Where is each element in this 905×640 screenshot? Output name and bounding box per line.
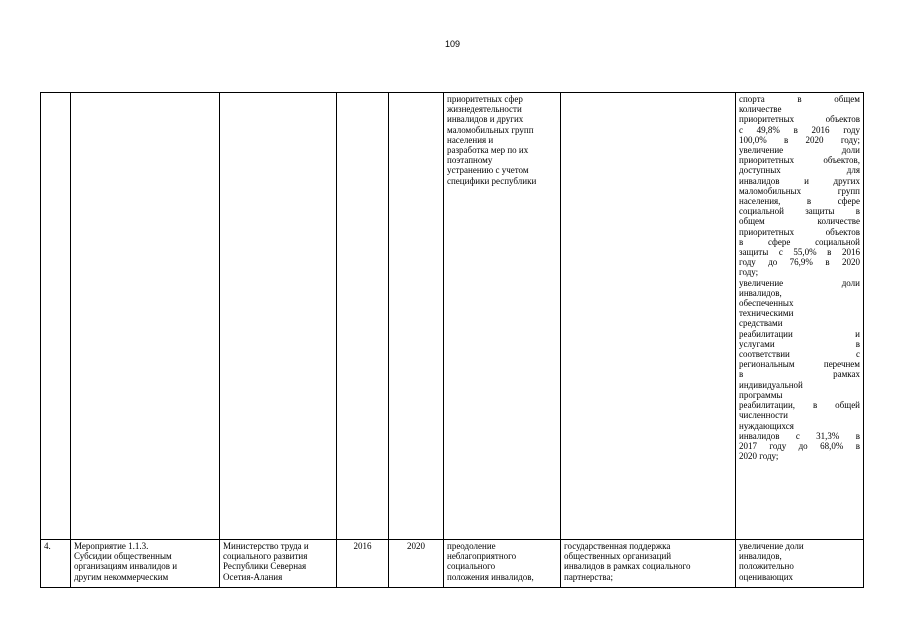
text-line: государственная поддержка bbox=[564, 541, 671, 551]
cell-expected-result bbox=[444, 540, 561, 588]
text-line: реабилитации, в общей bbox=[739, 400, 860, 411]
text-line: приоритетных объектов bbox=[739, 114, 860, 125]
text-line: специфики республики bbox=[447, 175, 537, 186]
cell-measure-name bbox=[71, 93, 220, 540]
text-line: спорта в общем bbox=[739, 94, 860, 104]
text-line: численности bbox=[739, 410, 788, 421]
text-line: жизнедеятельности bbox=[447, 104, 522, 115]
text-line: разработка мер по их bbox=[447, 145, 529, 156]
page-number: 109 bbox=[444, 39, 461, 49]
text-line: с 49,8% в 2016 году bbox=[739, 124, 860, 135]
text-line: организациям инвалидов и bbox=[74, 561, 178, 572]
text-line: общем количестве bbox=[739, 216, 860, 227]
text-line: 2020 году; bbox=[739, 451, 779, 462]
text-line: инвалидов и других bbox=[739, 175, 860, 186]
cell-start-year: 2016 bbox=[337, 540, 389, 588]
text-line: преодоление bbox=[447, 541, 496, 551]
text-line: маломобильных групп bbox=[447, 124, 534, 135]
text-line: инвалидов, bbox=[739, 287, 782, 298]
text-line: Субсидии общественным bbox=[74, 551, 172, 562]
text-line: соответствии с bbox=[739, 349, 860, 360]
text-line: обеспеченных bbox=[739, 298, 794, 309]
text-line: поэтапному bbox=[447, 155, 493, 166]
table-row bbox=[41, 93, 864, 540]
text-line: Осетия-Алания bbox=[223, 571, 283, 582]
text-line: нуждающихся bbox=[739, 420, 794, 431]
table-row bbox=[41, 540, 864, 588]
cell-end-year: 2020 bbox=[389, 540, 444, 588]
text-line: инвалидов в рамках социального bbox=[564, 561, 691, 572]
text-line: в сфере социальной bbox=[739, 236, 860, 247]
cell-executor bbox=[220, 540, 337, 588]
text-line: положительно bbox=[739, 561, 794, 572]
cell-expected-result bbox=[444, 93, 561, 540]
text-line: общественных организаций bbox=[564, 551, 672, 562]
text-line: услугами в bbox=[739, 338, 860, 349]
text-line: индивидуальной bbox=[739, 379, 803, 390]
text-line: социального bbox=[447, 561, 496, 572]
cell-indicators bbox=[736, 540, 864, 588]
text-line: инвалидов и других bbox=[447, 114, 524, 125]
text-line: региональным перечнем bbox=[739, 359, 860, 370]
text-line: Министерство труда и bbox=[223, 541, 309, 551]
text-line: маломобильных групп bbox=[739, 185, 860, 196]
text-line: населения и bbox=[447, 134, 494, 145]
cell-number: 4. bbox=[41, 540, 71, 588]
text-line: 2017 году до 68,0% в bbox=[739, 440, 860, 451]
text-line: неблагоприятного bbox=[447, 551, 517, 562]
cell-end-year bbox=[389, 93, 444, 540]
text-line: увеличение доли bbox=[739, 277, 860, 288]
text-line: увеличение доли bbox=[739, 541, 804, 551]
cell-executor bbox=[220, 93, 337, 540]
text-line: положения инвалидов, bbox=[447, 571, 534, 582]
text-line: техническими bbox=[739, 308, 794, 319]
text-line: приоритетных объектов bbox=[739, 226, 860, 237]
text-line: населения, в сфере bbox=[739, 196, 860, 207]
text-line: устранению с учетом bbox=[447, 165, 529, 176]
text-line: году до 76,9% в 2020 bbox=[739, 257, 860, 268]
text-line: в рамках bbox=[739, 369, 860, 380]
text-line: защиты с 55,0% в 2016 bbox=[739, 247, 860, 258]
text-line: реабилитации и bbox=[739, 328, 860, 339]
text-line: социальной защиты в bbox=[739, 206, 860, 217]
text-line: социального развития bbox=[223, 551, 308, 562]
cell-main-directions bbox=[561, 93, 736, 540]
text-line: Республики Северная bbox=[223, 561, 307, 572]
text-line: программы bbox=[739, 389, 783, 400]
text-line: 100,0% в 2020 году; bbox=[739, 134, 860, 145]
text-line: Мероприятие 1.1.3. bbox=[74, 541, 149, 551]
text-line: приоритетных объектов, bbox=[739, 155, 860, 166]
cell-start-year bbox=[337, 93, 389, 540]
text-line: инвалидов с 31,3% в bbox=[739, 430, 860, 441]
cell-indicators bbox=[736, 93, 864, 540]
text-line: оценивающих bbox=[739, 571, 794, 582]
text-line: другим некоммерческим bbox=[74, 571, 169, 582]
cell-main-directions bbox=[561, 540, 736, 588]
text-line: увеличение доли bbox=[739, 145, 860, 156]
cell-number bbox=[41, 93, 71, 540]
program-table bbox=[40, 92, 864, 588]
cell-measure-name bbox=[71, 540, 220, 588]
text-line: средствами bbox=[739, 318, 783, 329]
text-line: инвалидов, bbox=[739, 551, 782, 562]
text-line: приоритетных сфер bbox=[447, 94, 523, 104]
text-line: количестве bbox=[739, 104, 782, 115]
text-line: доступных для bbox=[739, 165, 860, 176]
text-line: году; bbox=[739, 267, 759, 278]
text-line: партнерства; bbox=[564, 571, 613, 582]
